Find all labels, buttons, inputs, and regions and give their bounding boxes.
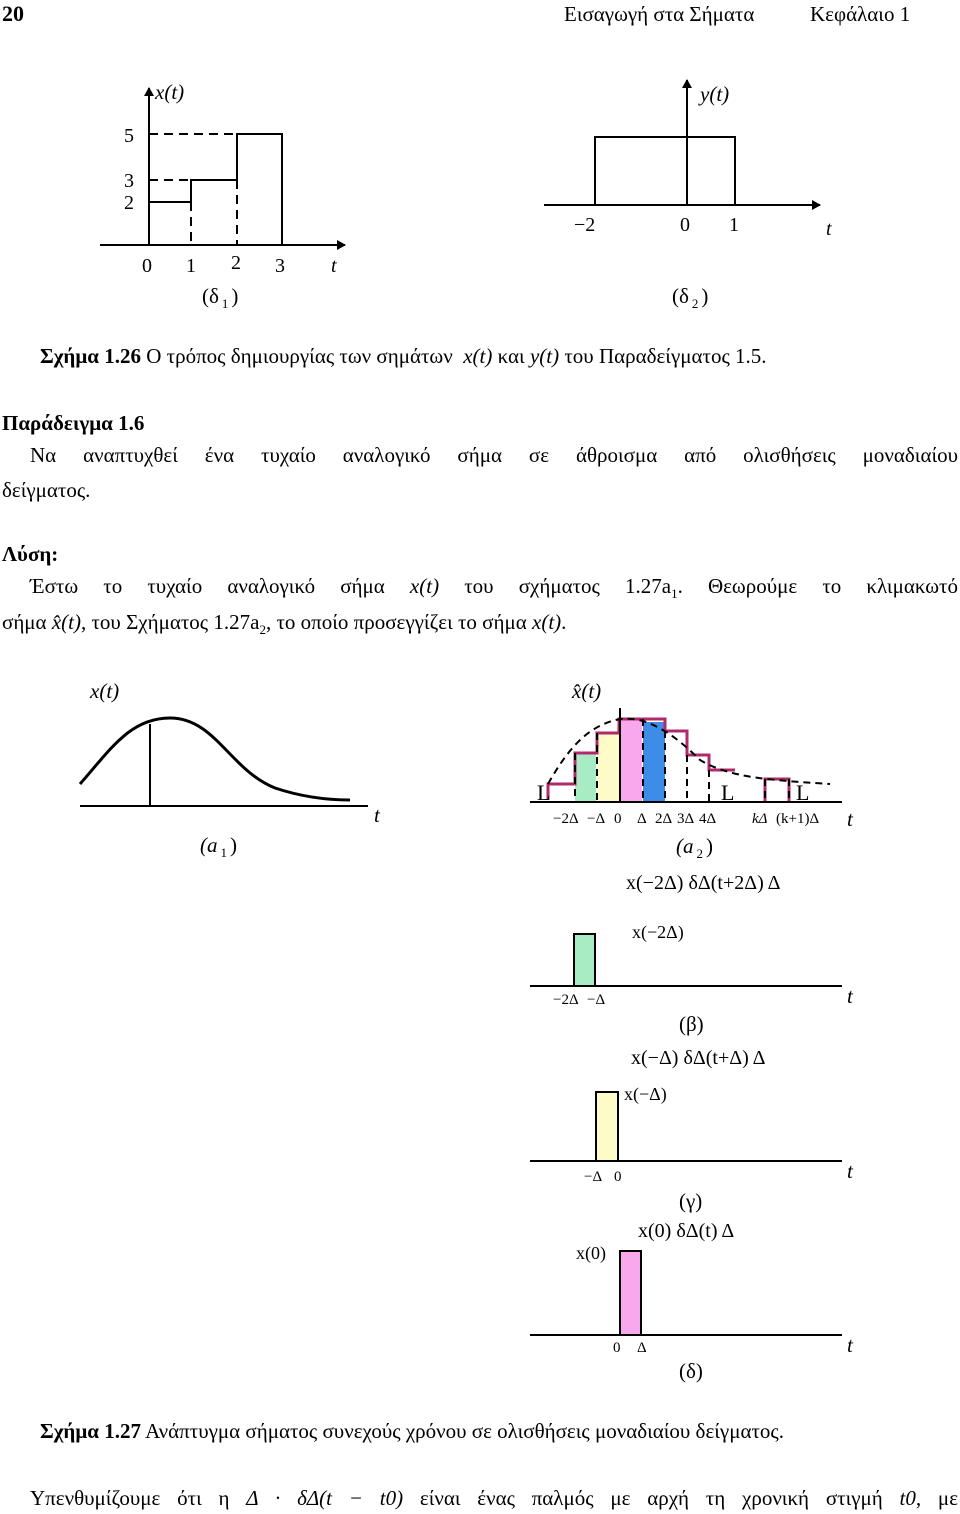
gamma-pulse [596, 1092, 618, 1161]
a2-sublabel: (a $_2$ ) [676, 834, 713, 861]
a2-xtick: 2Δ [655, 811, 673, 827]
plot-a1 [80, 679, 381, 860]
example-line-1: Να αναπτυχθεί ένα τυχαίο αναλογικό σήμα σε άθροισμα από ολισθήσεις μοναδιαίου [30, 443, 958, 467]
caption-126-and: και [497, 344, 525, 368]
caption-126 [40, 342, 767, 370]
gamma-xtick: −Δ [584, 1169, 603, 1185]
d2-xlabel: t [826, 218, 832, 240]
delta-height-label: x(0) [576, 1243, 606, 1263]
d1-ytick: 3 [124, 170, 134, 192]
d1-ylabel: x(t) [155, 80, 185, 104]
plot-delta [530, 1220, 854, 1383]
gamma-sublabel: (γ) [679, 1189, 703, 1213]
d1-xtick: 2 [231, 252, 241, 274]
caption-126-label: Σχήμα 1.26 [40, 344, 141, 368]
a2-bar-pink [620, 719, 642, 802]
beta-xtick: −Δ [587, 992, 606, 1008]
d2-xtick: −2 [574, 214, 596, 236]
a2-xtick: (k+1)Δ [776, 811, 820, 827]
a2-bar-blue [643, 722, 665, 802]
a2-xtick: 4Δ [699, 811, 717, 827]
a2-dots: L [796, 780, 810, 805]
plot-d1 [100, 80, 345, 311]
a2-ylabel: x̂(t) [572, 679, 602, 703]
delta-xlabel: t [847, 1333, 853, 1357]
beta-xtick: −2Δ [553, 992, 579, 1008]
example-line-2: δείγματος. [2, 478, 91, 502]
beta-xlabel: t [847, 984, 853, 1008]
d2-sublabel: (δ $_2$ ) [672, 284, 709, 311]
d1-xtick: 1 [186, 255, 196, 277]
plot-beta [530, 872, 854, 1036]
a2-xtick: 3Δ [677, 811, 695, 827]
caption-127-label: Σχήμα 1.27 [40, 1419, 141, 1443]
delta-sublabel: (δ) [679, 1359, 703, 1383]
a2-dots: L [721, 780, 735, 805]
d2-xtick: 0 [680, 214, 690, 236]
caption-127 [40, 1417, 784, 1445]
d1-ytick: 5 [124, 125, 134, 147]
caption-127-text: Ανάπτυγμα σήματος συνεχούς χρόνου σε ολισθήσεις μοναδιαίου δείγματος. [145, 1419, 784, 1443]
delta-xtick: 0 [613, 1340, 621, 1356]
page-number: 20 [2, 1, 24, 26]
running-title: Εισαγωγή στα Σήματα [564, 2, 755, 26]
plot-d2 [544, 80, 832, 311]
a1-ylabel: x(t) [90, 679, 120, 703]
a2-xlabel: t [847, 807, 853, 831]
caption-126-x: x(t) [463, 344, 493, 368]
solution-line-1: Έστω το τυχαίο αναλογικό σήμα x(t) του σχήματος $1.27a_1$. Θεωρούμε το κλιμακωτό [30, 574, 958, 602]
gamma-xlabel: t [847, 1159, 853, 1183]
delta-expr: x(0) δΔ(t) Δ [638, 1220, 735, 1242]
example-title: Παράδειγμα 1.6 [2, 411, 145, 435]
beta-sublabel: (β) [679, 1012, 704, 1036]
d1-sublabel: (δ $_1$ ) [202, 284, 239, 311]
a2-xtick: −Δ [587, 811, 606, 827]
beta-height-label: x(−2Δ) [632, 922, 684, 942]
a2-xtick: kΔ [752, 811, 768, 827]
delta-pulse [620, 1251, 641, 1335]
chapter-label: Κεφάλαιο 1 [810, 2, 911, 26]
d2-rectangle [595, 137, 735, 205]
a2-xtick: 0 [614, 811, 622, 827]
plot-gamma [530, 1047, 854, 1213]
solution-heading: Λύση: [2, 542, 59, 566]
a1-sublabel: (a $_1$ ) [200, 833, 237, 860]
d1-ytick: 2 [124, 192, 134, 214]
a2-bar-yellow [597, 733, 619, 802]
a2-xtick: Δ [637, 811, 647, 827]
gamma-xtick: 0 [614, 1169, 622, 1185]
a1-signal-curve [80, 718, 350, 800]
beta-expr: x(−2Δ) δΔ(t+2Δ) Δ [626, 872, 781, 894]
delta-xtick: Δ [637, 1340, 647, 1356]
plot-a2 [530, 679, 854, 861]
bottom-line: Υπενθυμίζουμε ότι η Δ · δΔ(t − t0) είναι ένας παλμός με αρχή τη χρονική στιγμή t0, με [30, 1486, 959, 1510]
a1-xlabel: t [374, 803, 380, 827]
d2-ylabel: y(t) [700, 82, 730, 106]
a2-bar-green [575, 753, 596, 802]
d1-xlabel: t [331, 255, 337, 277]
d1-staircase [149, 134, 282, 245]
gamma-height-label: x(−Δ) [624, 1084, 667, 1104]
caption-126-y: y(t) [529, 344, 560, 368]
caption-126-text: Ο τρόπος δημιουργίας των σημάτων [146, 344, 453, 368]
d1-xtick: 0 [142, 255, 152, 277]
a2-dots: L [537, 780, 551, 805]
gamma-expr: x(−Δ) δΔ(t+Δ) Δ [631, 1047, 766, 1069]
caption-126-text-b: του Παραδείγματος 1.5. [564, 344, 767, 368]
d1-xtick: 3 [275, 255, 285, 277]
a2-xtick: −2Δ [553, 811, 579, 827]
solution-line-2: σήμα x̂(t), του Σχήματος $1.27a_2$, το οποίο προσεγγίζει το σήμα x(t). [2, 610, 567, 638]
d2-xtick: 1 [729, 214, 739, 236]
beta-pulse [574, 934, 595, 986]
